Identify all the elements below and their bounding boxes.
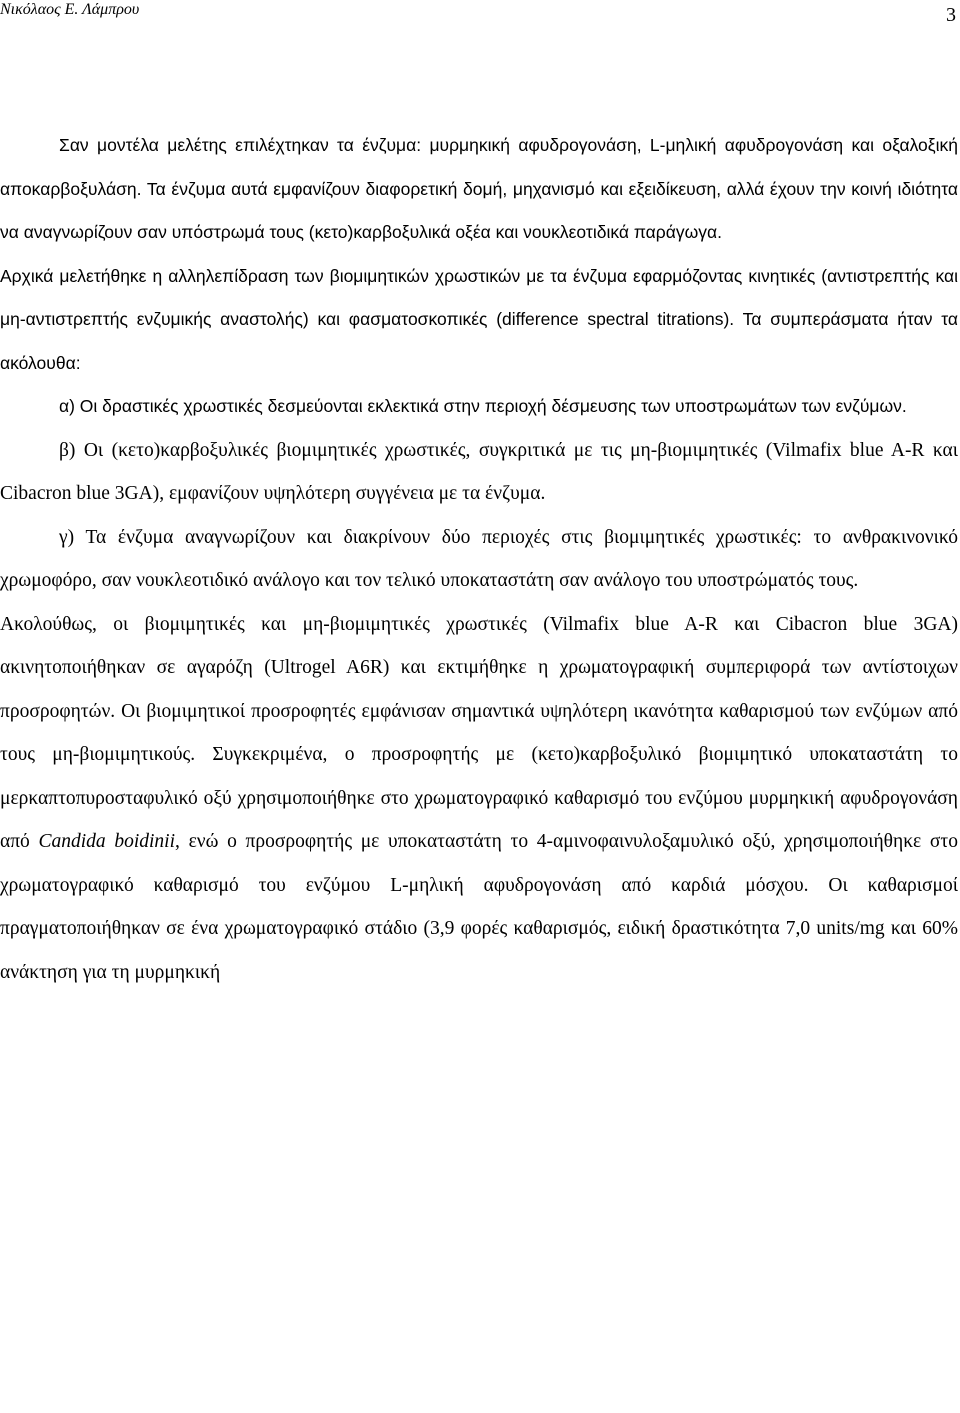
paragraph-immobilization	[0, 603, 958, 995]
species-name: Candida boidinii	[38, 831, 176, 852]
body-text	[0, 124, 958, 994]
paragraph-study-models: Σαν μοντέλα μελέτης επιλέχτηκαν τα ένζυμα: μυρμηκική αφυδρογονάση, L-μηλική αφυδρογονάση και οξαλοξική αποκαρβοξυλάση. Τα ένζυμα αυτά εμφανίζουν διαφορετική δομή, μηχανισμό και εξειδίκευση, αλλά έχουν την κοινή ιδιότητα να αναγνωρίζουν σαν υπόστρωμά τους (κετο)καρβοξυλικά οξέα και νουκλεοτιδικά παράγωγα.	[0, 135, 958, 242]
conclusion-c: γ) Τα ένζυμα αναγνωρίζουν και διακρίνουν δύο περιοχές στις βιομιμητικές χρωστικές: το ανθρακινονικό χρωμοφόρο, σαν νουκλεοτιδικό ανάλογο και τον τελικό υποκαταστάτη σαν ανάλογο του υποστρώματός τους.	[0, 526, 958, 591]
conclusion-b: β) Οι (κετο)καρβοξυλικές βιομιμητικές χρωστικές, συγκριτικά με τις μη-βιομιμητικές (Vilmafix blue A-R και Cibacron blue 3GA), εμφανίζουν υψηλότερη συγγένεια με τα ένζυμα.	[0, 439, 958, 504]
page-number: 3	[946, 4, 956, 26]
running-header-author: Νικόλαος Ε. Λάμπρου	[0, 1, 140, 18]
immobilization-text-end: , ενώ ο προσροφητής με υποκαταστάτη το 4-αμινοφαινυλοξαμυλικό οξύ, χρησιμοποιήθηκε στο χρωματογραφικό καθαρισμό του ενζύμου L-μηλική αφυδρογονάση από καρδιά μόσχου. Οι καθαρισμοί πραγματοποιήθηκαν σε ένα χρωματογραφικό στάδιο (3,9 φορές καθαρισμός, ειδική δραστικότητα 7,0 units/mg και 60% ανάκτηση για τη μυρμηκική	[0, 831, 959, 983]
paragraph-interaction-study: Αρχικά μελετήθηκε η αλληλεπίδραση των βιομιμητικών χρωστικών με τα ένζυμα εφαρμόζοντας κινητικές (αντιστρεπτής και μη-αντιστρεπτής ενζυμικής αναστολής) και φασματοσκοπικές (difference spectral titrations). Τα συμπεράσματα ήταν τα ακόλουθα:	[0, 265, 958, 373]
conclusion-a: α) Οι δραστικές χρωστικές δεσμεύονται εκλεκτικά στην περιοχή δέσμευσης των υποστρωμάτων των ενζύμων.	[59, 396, 907, 416]
immobilization-text-start: Ακολούθως, οι βιομιμητικές και μη-βιομιμητικές χρωστικές (Vilmafix blue A-R και Cibacron blue 3GA) ακινητοποιήθηκαν σε αγαρόζη (Ultrogel A6R) και εκτιμήθηκε η χρωματογραφική συμπεριφορά των αντίστοιχων προσροφητών. Οι βιομιμητικοί προσροφητές εμφάνισαν σημαντικά υψηλότερη ικανότητα καθαρισμού των ενζύμων από τους μη-βιομιμητικούς. Συγκεκριμένα, ο προσροφητής με (κετο)καρβοξυλικό βιομιμητικό υποκαταστάτη το μερκαπτοπυροσταφυλικό οξύ χρησιμοποιήθηκε στο χρωματογραφικό καθαρισμό του ενζύμου μυρμηκική αφυδρογονάση από	[0, 613, 958, 852]
